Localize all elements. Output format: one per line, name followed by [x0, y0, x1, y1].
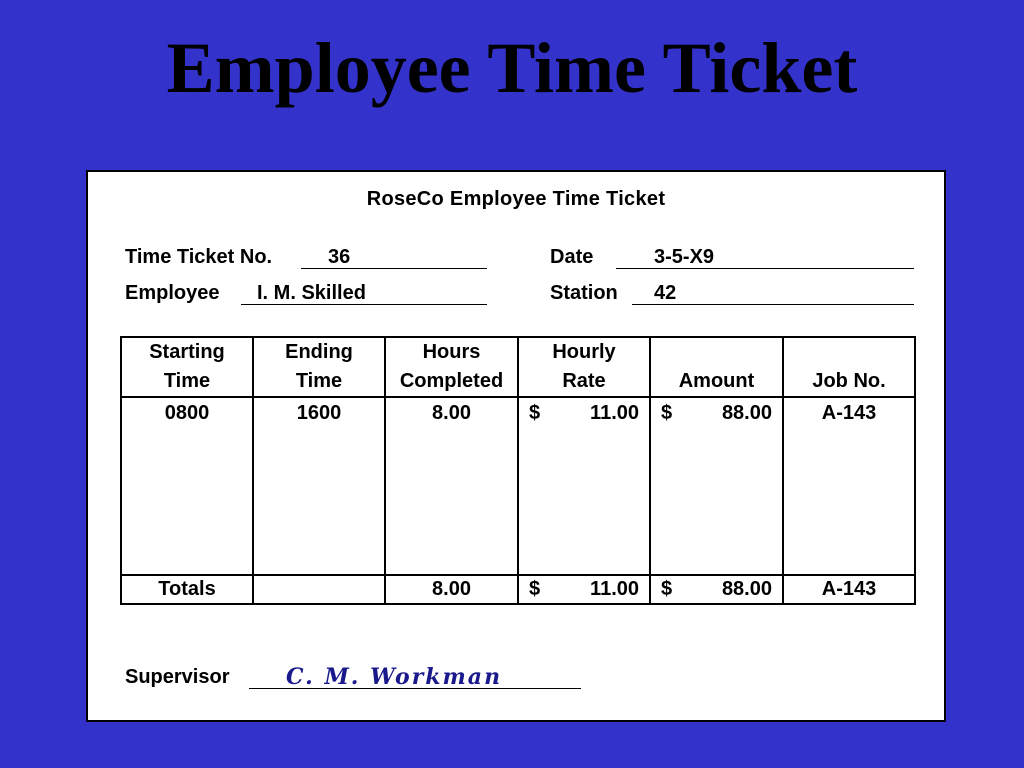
employee-field [125, 282, 487, 308]
cell-hours-completed: 8.00 [385, 397, 518, 575]
employee-label: Employee [125, 282, 220, 304]
totals-row [121, 575, 915, 604]
time-ticket-no-label: Time Ticket No. [125, 246, 273, 268]
header-job-no: Job No. [783, 337, 915, 397]
employee-value: I. M. Skilled [257, 282, 366, 304]
amount-currency: $ [661, 402, 673, 424]
slide-title: Employee Time Ticket [166, 28, 858, 108]
header-amount: Amount [650, 337, 783, 397]
time-ticket-no-value: 36 [328, 246, 351, 268]
totals-amount [650, 575, 783, 604]
ticket-heading: RoseCo Employee Time Ticket [366, 188, 666, 210]
cell-hourly-rate [518, 397, 650, 575]
station-value: 42 [654, 282, 677, 304]
cell-amount [650, 397, 783, 575]
totals-hourly-rate [518, 575, 650, 604]
cell-job-no: A-143 [783, 397, 915, 575]
cell-ending-time: 1600 [253, 397, 385, 575]
header-starting-time: Starting Time [121, 337, 253, 397]
header-ending-time: Ending Time [253, 337, 385, 397]
rate-value: 11.00 [590, 402, 639, 424]
totals-hours-completed: 8.00 [385, 575, 518, 604]
table-row [121, 397, 915, 575]
station-field [550, 282, 914, 308]
table-header-row [121, 337, 915, 397]
header-hours-completed: Hours Completed [385, 337, 518, 397]
time-ticket-no-field [125, 246, 487, 272]
header-hourly-rate: Hourly Rate [518, 337, 650, 397]
supervisor-label: Supervisor [125, 666, 230, 688]
cell-starting-time: 0800 [121, 397, 253, 575]
supervisor-signature: C. M. Workman [286, 664, 503, 690]
totals-amount-value: 88.00 [721, 578, 772, 600]
time-ticket-form [86, 170, 946, 722]
totals-rate-currency: $ [529, 578, 541, 600]
station-label: Station [550, 282, 618, 304]
totals-amount-currency: $ [661, 578, 673, 600]
totals-job-no: A-143 [783, 575, 915, 604]
rate-currency: $ [529, 402, 541, 424]
totals-label: Totals [121, 575, 253, 604]
totals-rate-value: 11.00 [590, 578, 639, 600]
time-table [120, 336, 916, 605]
date-field [550, 246, 914, 272]
totals-ending-time [253, 575, 385, 604]
date-label: Date [550, 246, 594, 268]
amount-value: 88.00 [721, 402, 772, 424]
date-value: 3-5-X9 [654, 246, 715, 268]
